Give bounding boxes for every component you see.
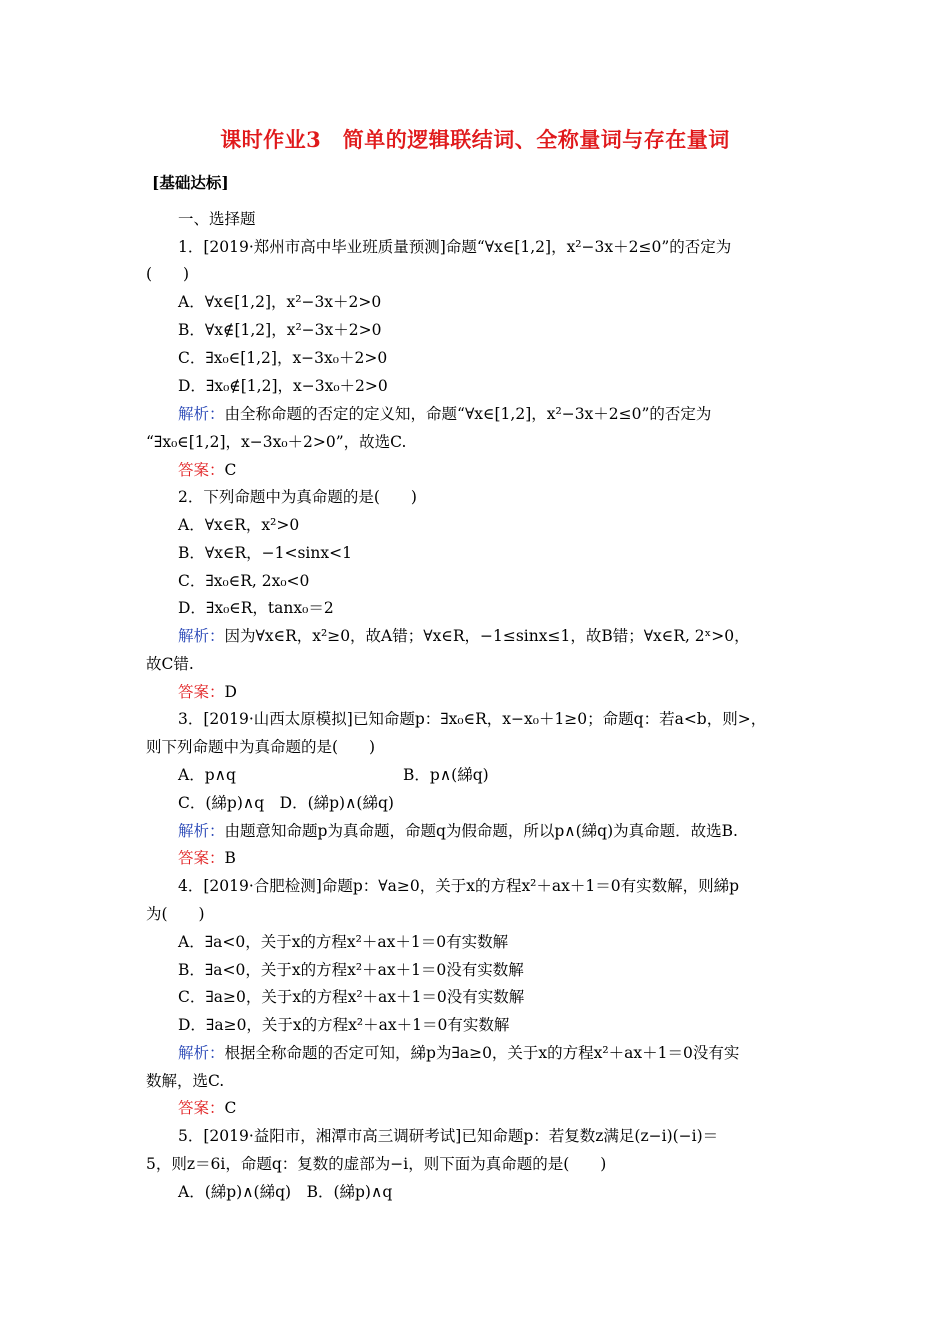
q4-jiexi-text: 根据全称命题的否定可知，綈p为∃a≥0，关于x的方程x²＋ax＋1＝0没有实 [224,1044,740,1062]
q2-option-c: C．∃x₀∈R, 2x₀<0 [178,572,310,590]
q1-answer [178,460,236,480]
q4-option-d: D．∃a≥0，关于x的方程x²＋ax＋1＝0有实数解 [178,1016,510,1034]
jiexi-label: 解析： [178,627,225,645]
daan-label: 答案： [178,461,225,479]
daan-label: 答案： [178,1099,225,1117]
q3-answer [178,848,236,868]
section-heading: [基础达标] [152,173,229,192]
q4-answer [178,1098,236,1118]
q3-option-b: B．p∧(綈q) [403,766,489,784]
part-heading: 一、选择题 [178,210,256,228]
q4-answer-value: C [224,1099,237,1117]
jiexi-label: 解析： [178,1044,225,1062]
q3-option-cd: C．(綈p)∧q D．(綈p)∧(綈q) [178,794,394,812]
jiexi-label: 解析： [178,405,225,423]
q1-option-b: B．∀x∉[1,2]，x²−3x＋2>0 [178,321,382,339]
q2-stem: 2．下列命题中为真命题的是( ) [178,488,417,506]
q2-answer-value: D [224,683,237,701]
q1-answer-value: C [224,461,237,479]
q2-jiexi-line1 [178,626,750,646]
q3-stem-line2: 则下列命题中为真命题的是( ) [146,738,376,756]
q1-stem-line2: ( ) [146,265,190,283]
q3-answer-value: B [224,849,236,867]
q1-option-a: A．∀x∈[1,2]，x²−3x＋2>0 [178,293,382,311]
q2-jiexi-text: 因为∀x∈R，x²≥0，故A错；∀x∈R，−1≤sinx≤1，故B错；∀x∈R, 2ˣ>0， [224,627,750,645]
q1-jiexi-line2: “∃x₀∈[1,2]，x−3x₀＋2>0”，故选C. [146,433,407,451]
q1-jiexi-text: 由全称命题的否定的定义知，命题“∀x∈[1,2]，x²−3x＋2≤0”的否定为 [224,405,712,423]
q2-option-b: B．∀x∈R，−1<sinx<1 [178,544,352,562]
q1-jiexi-line1 [178,404,711,424]
daan-label: 答案： [178,683,225,701]
q1-option-c: C．∃x₀∈[1,2]，x−3x₀＋2>0 [178,349,388,367]
q1-stem-line1: 1．[2019·郑州市高中毕业班质量预测]命题“∀x∈[1,2]，x²−3x＋2≤0”的否定为 [178,238,732,256]
daan-label: 答案： [178,849,225,867]
q4-option-b: B．∃a<0，关于x的方程x²＋ax＋1＝0没有实数解 [178,961,524,979]
q5-stem-line1: 5．[2019·益阳市，湘潭市高三调研考试]已知命题p：若复数z满足(z−i)(−i)＝ [178,1127,719,1145]
q2-jiexi-line2: 故C错. [146,655,194,673]
q4-jiexi-line2: 数解，选C. [146,1072,225,1090]
q3-stem-line1: 3．[2019·山西太原模拟]已知命题p：∃x₀∈R，x−x₀＋1≥0；命题q：若a<b，则>， [178,710,767,728]
q3-option-a: A．p∧q [178,766,236,784]
q2-option-d: D．∃x₀∈R，tanx₀＝2 [178,599,334,617]
q3-jiexi [178,821,738,841]
q2-answer [178,682,237,702]
q4-option-a: A．∃a<0，关于x的方程x²＋ax＋1＝0有实数解 [178,933,509,951]
page-title: 课时作业3 简单的逻辑联结词、全称量词与存在量词 [220,127,730,152]
jiexi-label: 解析： [178,822,225,840]
q5-option-ab: A．(綈p)∧(綈q) B．(綈p)∧q [178,1183,393,1201]
q4-stem-line2: 为( ) [146,905,205,923]
q4-stem-line1: 4．[2019·合肥检测]命题p：∀a≥0，关于x的方程x²＋ax＋1＝0有实数解，则綈p [178,877,740,895]
q4-jiexi-line1 [178,1043,739,1063]
q1-option-d: D．∃x₀∉[1,2]，x−3x₀＋2>0 [178,377,388,395]
q5-stem-line2: 5，则z＝6i，命题q：复数的虚部为−i，则下面为真命题的是( ) [146,1155,607,1173]
q4-option-c: C．∃a≥0，关于x的方程x²＋ax＋1＝0没有实数解 [178,988,525,1006]
q3-jiexi-text: 由题意知命题p为真命题，命题q为假命题，所以p∧(綈q)为真命题．故选B. [224,822,738,840]
q2-option-a: A．∀x∈R，x²>0 [178,516,300,534]
